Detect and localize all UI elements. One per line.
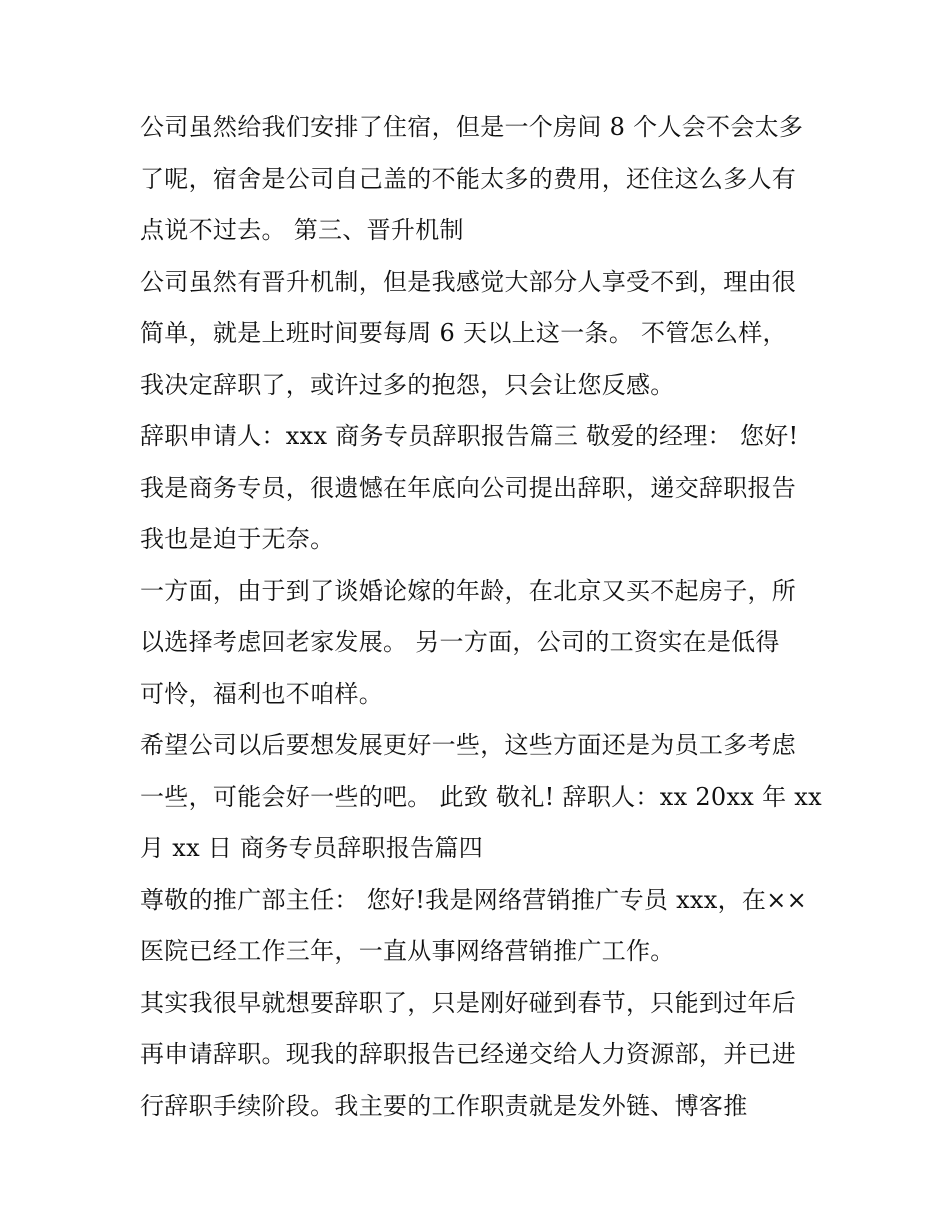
text-line: 尊敬的推广部主任： 您好!我是网络营销推广专员 xxx，在×× (140, 885, 808, 914)
text-line: 公司虽然给我们安排了住宿，但是一个房间 8 个人会不会太多 (140, 113, 804, 141)
text-line: 其实我很早就想要辞职了，只是刚好碰到春节，只能到过年后 (140, 988, 797, 1017)
text-line: 行辞职手续阶段。我主要的工作职责就是发外链、博客推 (140, 1091, 748, 1120)
document-body (140, 102, 820, 1132)
text-line: 以选择考虑回老家发展。 另一方面，公司的工资实在是低得 (140, 628, 780, 656)
text-line: 可怜，福利也不咱样。 (140, 679, 383, 708)
text-line: 一方面，由于到了谈婚论嫁的年龄，在北京又买不起房子，所 (140, 576, 797, 605)
text-line: 我也是迫于无奈。 (140, 525, 335, 553)
text-line: 点说不过去。 第三、晋升机制 (140, 216, 464, 244)
text-line: 了呢，宿舍是公司自己盖的不能太多的费用，还住这么多人有 (140, 164, 797, 193)
text-line: 辞职申请人：xxx 商务专员辞职报告篇三 敬爱的经理： 您好! (140, 422, 799, 450)
text-line: 公司虽然有晋升机制，但是我感觉大部分人享受不到，理由很 (140, 267, 797, 296)
text-line: 一些，可能会好一些的吧。 此致 敬礼! 辞职人：xx 20xx 年 xx (140, 782, 822, 811)
text-line: 月 xx 日 商务专员辞职报告篇四 (140, 834, 484, 862)
text-line: 简单，就是上班时间要每周 6 天以上这一条。 不管怎么样， (140, 319, 787, 347)
text-line: 我决定辞职了，或许过多的抱怨，只会让您反感。 (140, 370, 675, 399)
text-line: 再申请辞职。现我的辞职报告已经递交给人力资源部，并已进 (140, 1040, 797, 1068)
text-line: 希望公司以后要想发展更好一些，这些方面还是为员工多考虑 (140, 731, 797, 759)
text-line: 我是商务专员，很遗憾在年底向公司提出辞职，递交辞职报告 (140, 473, 797, 502)
text-line: 医院已经工作三年，一直从事网络营销推广工作。 (140, 937, 675, 965)
